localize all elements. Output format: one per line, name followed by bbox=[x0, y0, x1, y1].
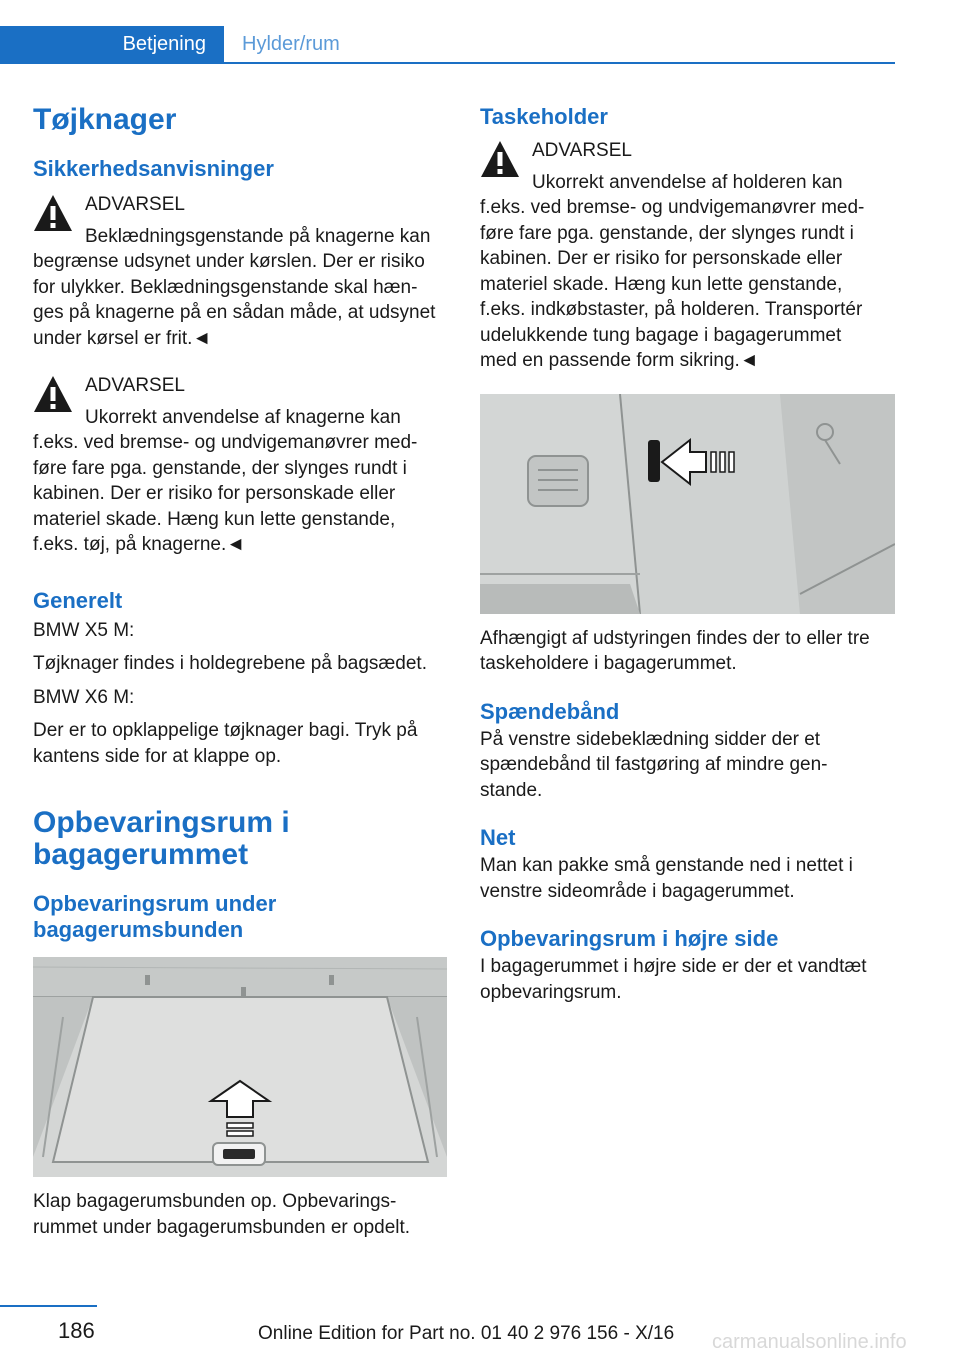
warning-triangle-icon bbox=[33, 194, 73, 232]
warning-text-line: føre fare pga. genstande, der slynges rundt i bbox=[33, 457, 407, 479]
warning-title: ADVARSEL bbox=[85, 194, 185, 215]
warning-text-line: kabinen. Der er risiko for personskade eller bbox=[480, 248, 843, 269]
net-text-line: venstre sideområde i bagagerummet. bbox=[480, 880, 795, 902]
warning-text-first-line: Ukorrekt anvendelse af holderen kan bbox=[532, 171, 843, 193]
page-header bbox=[0, 26, 895, 64]
warning-text-line: ges på knagerne på en sådan måde, at udsynet bbox=[33, 302, 436, 323]
page-number: 186 bbox=[58, 1318, 95, 1343]
warning-text-line: f.eks. ved bremse- og undvigemanøvrer med- bbox=[33, 432, 418, 453]
title-line: bagagerummet bbox=[33, 838, 249, 871]
image-caption-line: taskeholdere i bagagerummet. bbox=[480, 653, 737, 674]
text-general-x6m: Der er to opklappelige tøjknager bagi. Tryk på bbox=[33, 720, 418, 741]
warning-text-line: kabinen. Der er risiko for personskade eller bbox=[33, 483, 396, 504]
right-column bbox=[480, 96, 896, 1005]
heading-line: bagagerumsbunden bbox=[33, 917, 244, 942]
tab-hylder-rum[interactable]: Hylder/rum bbox=[242, 33, 340, 55]
footer-rule bbox=[0, 1305, 97, 1307]
warning-title: ADVARSEL bbox=[532, 140, 632, 161]
right-side-text-line: I bagagerummet i højre side er der et vandtæt bbox=[480, 956, 867, 977]
text-bmw-x5m: BMW X5 M: bbox=[33, 619, 135, 641]
warning-triangle-icon bbox=[480, 140, 520, 178]
warning-text-line: materiel skade. Hæng kun lette genstande, bbox=[480, 273, 843, 295]
warning-text-line: begrænse udsynet under kørslen. Der er risiko bbox=[33, 251, 425, 272]
warning-text-line: for ulykker. Beklædningsgenstande skal hæn- bbox=[33, 276, 418, 298]
warning-text-line: føre fare pga. genstande, der slynges rundt i bbox=[480, 222, 854, 244]
heading-generelt: Generelt bbox=[33, 587, 123, 613]
warning-text-line: under kørsel er frit.◄ bbox=[33, 327, 212, 349]
section-title-opbevaringsrum bbox=[33, 807, 449, 871]
section-title-toejknager: Tøjknager bbox=[33, 103, 177, 136]
warning-text-line: f.eks. tøj, på knagerne.◄ bbox=[33, 534, 246, 555]
bag-holder-image bbox=[480, 394, 895, 614]
heading-taskeholder: Taskeholder bbox=[480, 104, 608, 129]
strap-text-line: På venstre sidebeklædning sidder der et bbox=[480, 728, 821, 750]
net-text-line: Man kan pakke små genstande ned i nettet i bbox=[480, 855, 853, 876]
strap-text-line: spændebånd til fastgøring af mindre gen- bbox=[480, 754, 828, 775]
warning-title: ADVARSEL bbox=[85, 375, 185, 396]
text-general-x6m: kantens side for at klappe op. bbox=[33, 745, 282, 767]
warning-text-first-line: Ukorrekt anvendelse af knagerne kan bbox=[85, 406, 401, 428]
warning-text-line: udelukkende tung bagage i bagagerummet bbox=[480, 324, 842, 346]
left-column bbox=[33, 96, 449, 1240]
heading-line: Opbevaringsrum under bbox=[33, 891, 277, 916]
heading-under-floor bbox=[33, 891, 449, 943]
heading-sikkerhedsanvisninger: Sikkerhedsanvisninger bbox=[33, 156, 274, 181]
warning-text-line: materiel skade. Hæng kun lette genstande, bbox=[33, 508, 396, 530]
warning-text-line: f.eks. ved bremse- og undvigemanøvrer med- bbox=[480, 197, 865, 218]
image-caption-line: rummet under bagagerumsbunden er opdelt. bbox=[33, 1216, 411, 1238]
warning-text-line: med en passende form sikring.◄ bbox=[480, 350, 759, 371]
warning-text-first-line: Beklædningsgenstande på knagerne kan bbox=[85, 225, 431, 247]
heading-spaendebaand: Spændebånd bbox=[480, 698, 620, 724]
warning-block-3 bbox=[480, 138, 896, 374]
edition-text: Online Edition for Part no. 01 40 2 976 156 - X/16 bbox=[258, 1323, 675, 1344]
tab-betjening[interactable]: Betjening bbox=[0, 26, 224, 62]
image-caption-line: Afhængigt af udstyringen findes der to eller tre bbox=[480, 627, 870, 649]
warning-triangle-icon bbox=[33, 375, 73, 413]
text-general-x5m: Tøjknager findes i holdegrebene på bagsædet. bbox=[33, 653, 427, 674]
watermark: carmanualsonline.info bbox=[712, 1331, 907, 1353]
right-side-text-line: opbevaringsrum. bbox=[480, 981, 622, 1003]
warning-block-1 bbox=[33, 192, 449, 351]
strap-text-line: stande. bbox=[480, 779, 543, 801]
luggage-floor-image bbox=[33, 957, 447, 1177]
title-line: Opbevaringsrum i bbox=[33, 806, 290, 839]
image-caption-line: Klap bagagerumsbunden op. Opbevarings- bbox=[33, 1191, 397, 1212]
text-bmw-x6m: BMW X6 M: bbox=[33, 686, 135, 708]
heading-net: Net bbox=[480, 825, 516, 850]
warning-text-line: f.eks. indkøbstaster, på holderen. Transportér bbox=[480, 299, 863, 320]
warning-block-2 bbox=[33, 373, 449, 558]
heading-right-side-storage: Opbevaringsrum i højre side bbox=[480, 926, 779, 951]
